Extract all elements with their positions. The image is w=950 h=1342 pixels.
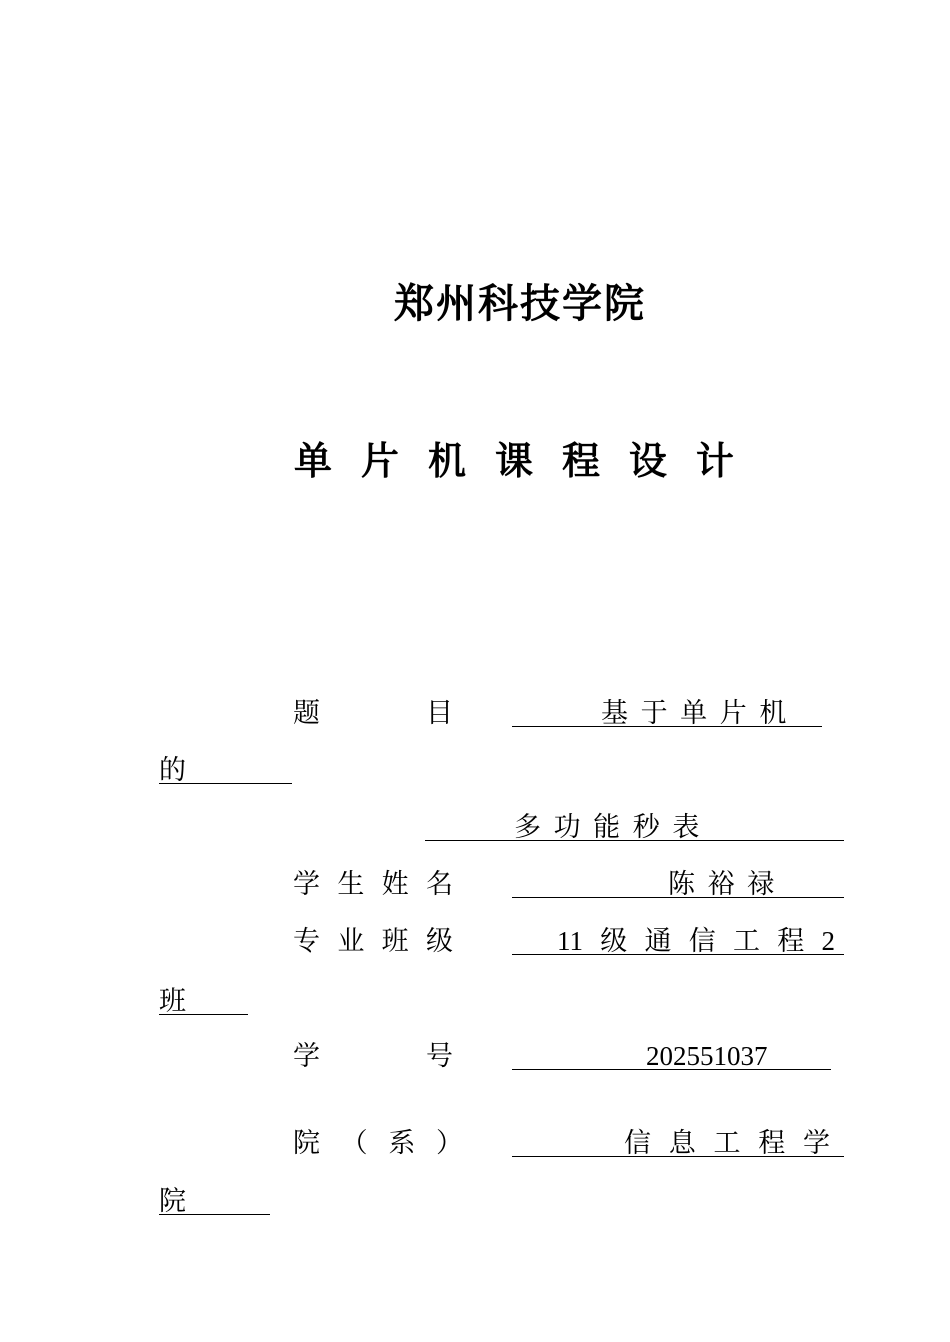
major-class-underline-1: [512, 954, 844, 955]
course-title-char: 程: [561, 438, 600, 483]
topic-underline-2: [159, 783, 292, 784]
course-title-char: 设: [628, 438, 667, 483]
major-class-value-cont: 班: [159, 986, 186, 1017]
course-title: [294, 438, 734, 483]
course-title-char: 单: [294, 438, 333, 483]
topic-underline-1: [512, 726, 822, 727]
student-id-label: 学 号: [293, 1041, 453, 1072]
department-underline-2: [159, 1214, 270, 1215]
major-class-underline-2: [159, 1014, 248, 1015]
student-name-value: 陈 裕 禄: [668, 869, 777, 900]
department-value: 信 息 工 程 学: [624, 1128, 830, 1159]
course-title-char: 计: [695, 438, 734, 483]
topic-value-line1: 基 于 单 片 机: [601, 698, 789, 729]
topic-underline-3: [425, 840, 844, 841]
department-value-cont: 院: [159, 1186, 186, 1217]
major-class-value: 11 级 通 信 工 程 2: [557, 926, 835, 957]
student-id-underline: [512, 1069, 831, 1070]
major-class-label: 专 业 班 级: [293, 926, 453, 957]
course-title-char: 课: [494, 438, 533, 483]
course-title-char: 片: [360, 438, 399, 483]
topic-value-cont: 的: [159, 755, 186, 786]
topic-value-line2: 多 功 能 秒 表: [514, 812, 702, 843]
course-title-char: 机: [427, 438, 466, 483]
student-id-value: 202551037: [646, 1041, 768, 1071]
department-label: 院 （ 系 ）: [293, 1128, 463, 1159]
department-underline-1: [512, 1156, 844, 1157]
school-name: 郑州科技学院: [394, 280, 646, 327]
topic-label: 题 目: [293, 698, 453, 729]
student-name-label: 学 生 姓 名: [293, 869, 453, 900]
student-name-underline: [512, 897, 844, 898]
